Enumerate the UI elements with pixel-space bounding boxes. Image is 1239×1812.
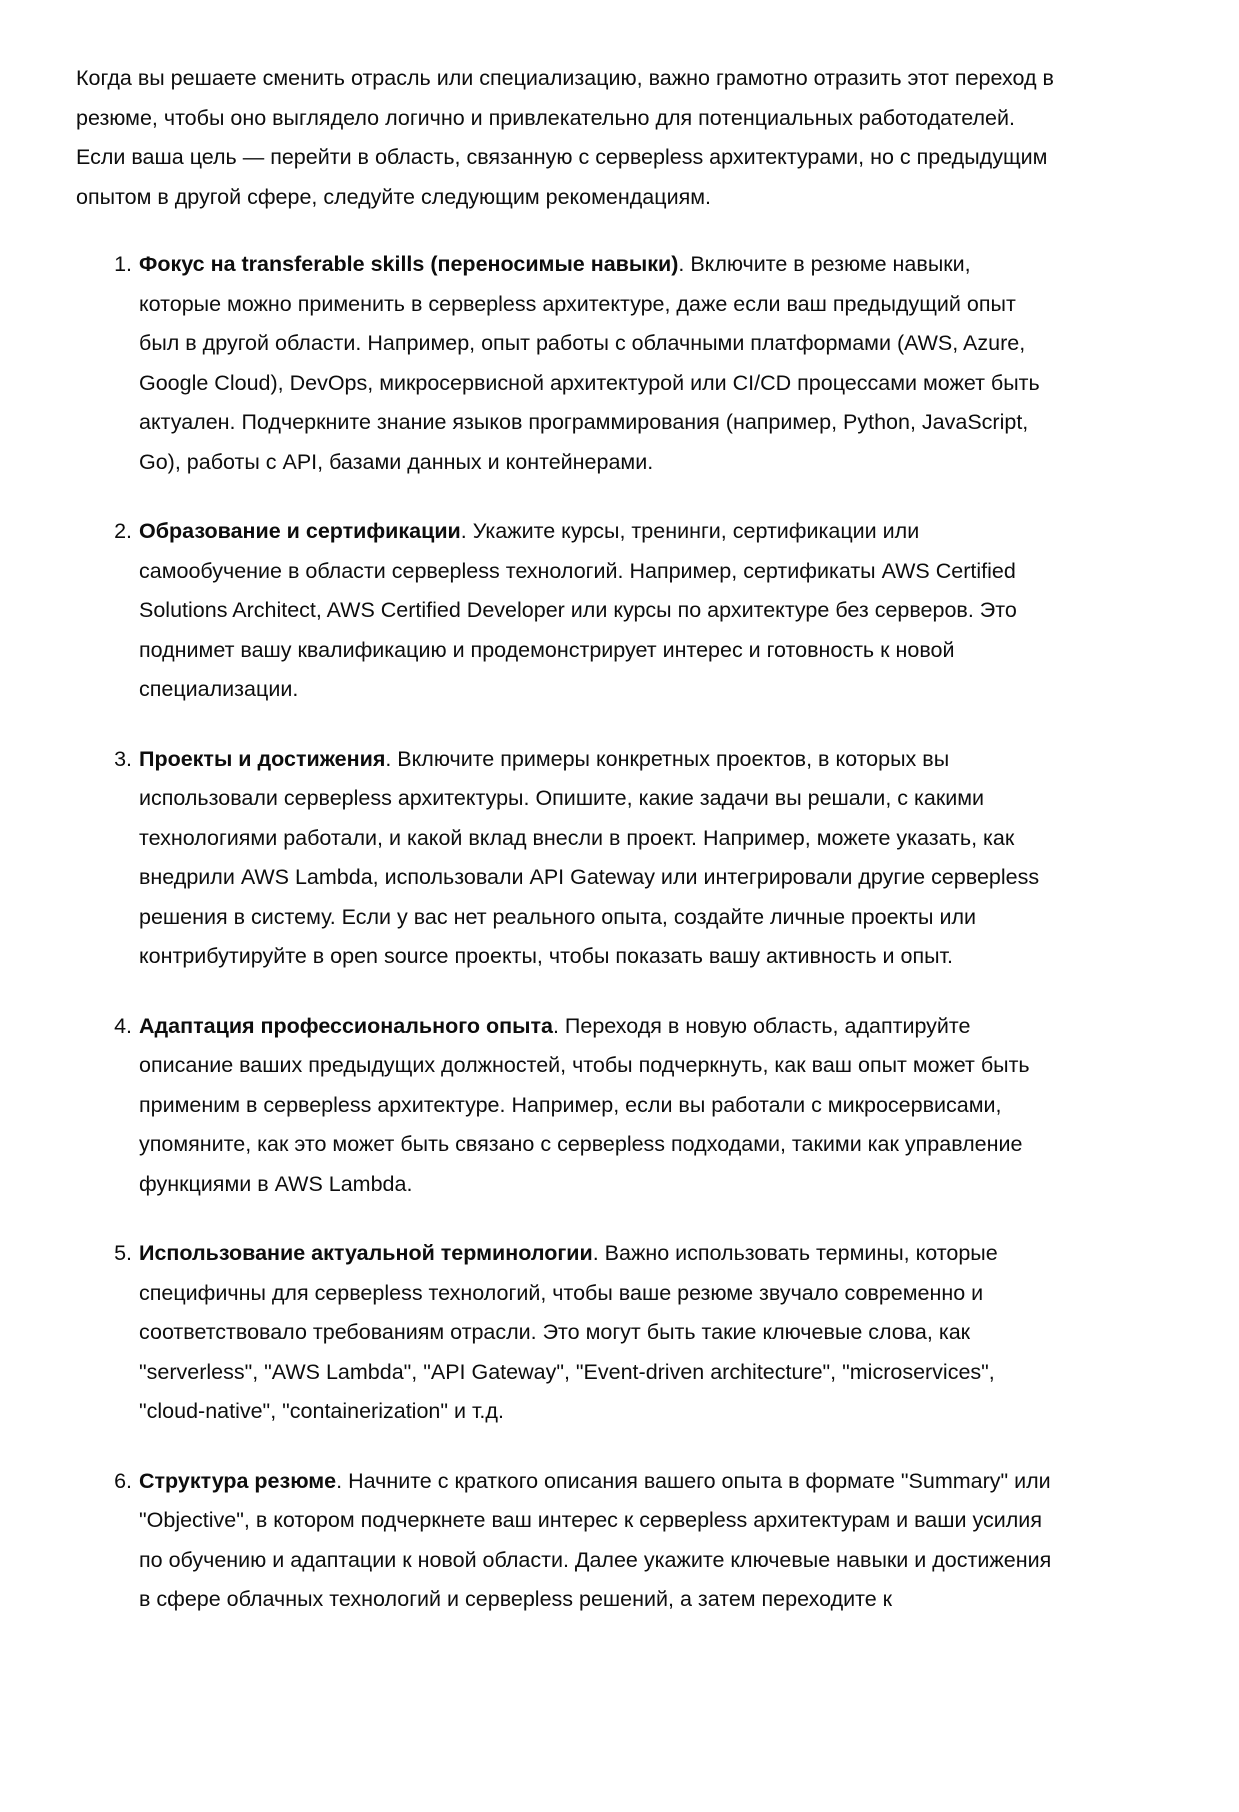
recommendation-item-6 xyxy=(76,1462,1056,1620)
item-number: 2. xyxy=(114,519,132,543)
item-body: . Укажите курсы, тренинги, сертификации или самообучение в области серверless технологий. Например, сертификаты AWS Certified Solutions Architect, AWS Certified Developer или курсы по архитектуре без серверов. Это поднимет вашу квалификацию и продемонстрирует интерес и готовность к новой специализации. xyxy=(139,519,1017,701)
document-page xyxy=(76,59,1056,1620)
item-title: Использование актуальной терминологии xyxy=(139,1241,593,1265)
recommendation-item-2 xyxy=(76,512,1056,710)
recommendation-item-5 xyxy=(76,1234,1056,1432)
item-body: . Важно использовать термины, которые специфичны для серверless технологий, чтобы ваше резюме звучало современно и соответствовало требованиям отрасли. Это могут быть такие ключевые слова, как "serverless", "AWS Lambda", "API Gateway", "Event-driven architecture", "microservices", "cloud-native", "containerization" и т.д. xyxy=(139,1241,998,1423)
item-body: . Включите примеры конкретных проектов, в которых вы использовали серверless архитектуры. Опишите, какие задачи вы решали, с какими технологиями работали, и какой вклад внесли в проект. Например, можете указать, как внедрили AWS Lambda, использовали API Gateway или интегрировали другие серверless решения в систему. Если у вас нет реального опыта, создайте личные проекты или контрибутируйте в open source проекты, чтобы показать вашу активность и опыт. xyxy=(139,746,1040,968)
item-text xyxy=(139,740,1056,977)
item-body: . Включите в резюме навыки, которые можно применить в серверless архитектуре, даже если ваш предыдущий опыт был в другой области. Например, опыт работы с облачными платформами (AWS, Azure, Google Cloud), DevOps, микросервисной архитектурой или CI/CD процессами может быть актуален. Подчеркните знание языков программирования (например, Python, JavaScript, Go), работы с API, базами данных и контейнерами. xyxy=(139,252,1040,474)
item-title: Фокус на transferable skills (переносимые навыки) xyxy=(139,252,679,276)
item-number: 1. xyxy=(114,252,132,276)
item-number: 6. xyxy=(114,1468,132,1493)
item-number: 5. xyxy=(114,1241,132,1265)
recommendation-item-3 xyxy=(76,740,1056,977)
recommendations-list xyxy=(76,245,1056,1620)
item-title: Образование и сертификации xyxy=(139,519,461,543)
item-number: 4. xyxy=(114,1013,132,1038)
item-text xyxy=(139,245,1056,482)
recommendation-item-4 xyxy=(76,1007,1056,1205)
item-number: 3. xyxy=(114,746,132,771)
recommendation-item-1 xyxy=(76,245,1056,482)
item-title: Структура резюме xyxy=(139,1468,337,1493)
item-text xyxy=(139,1234,1056,1432)
item-title: Проекты и достижения xyxy=(139,746,386,771)
item-body: . Начните с краткого описания вашего опыта в формате "Summary" или "Objective", в котором подчеркнете ваш интерес к серверless архитектурам и ваши усилия по обучению и адаптации к новой области. Далее укажите ключевые навыки и достижения в сфере облачных технологий и серверless решений, а затем переходите к xyxy=(139,1468,1052,1611)
item-text xyxy=(139,1007,1056,1205)
item-text xyxy=(139,512,1056,710)
intro-paragraph: Когда вы решаете сменить отрасль или специализацию, важно грамотно отразить этот переход в резюме, чтобы оно выглядело логично и привлекательно для потенциальных работодателей. Если ваша цель — перейти в область, связанную с серверless архитектурами, но с предыдущим опытом в другой сфере, следуйте следующим рекомендациям. xyxy=(76,66,1054,209)
item-title: Адаптация профессионального опыта xyxy=(139,1013,553,1038)
item-text xyxy=(139,1462,1056,1620)
item-body: . Переходя в новую область, адаптируйте описание ваших предыдущих должностей, чтобы подчеркнуть, как ваш опыт может быть применим в серверless архитектуре. Например, если вы работали с микросервисами, упомяните, как это может быть связано с серверless подходами, такими как управление функциями в AWS Lambda. xyxy=(139,1013,1030,1196)
